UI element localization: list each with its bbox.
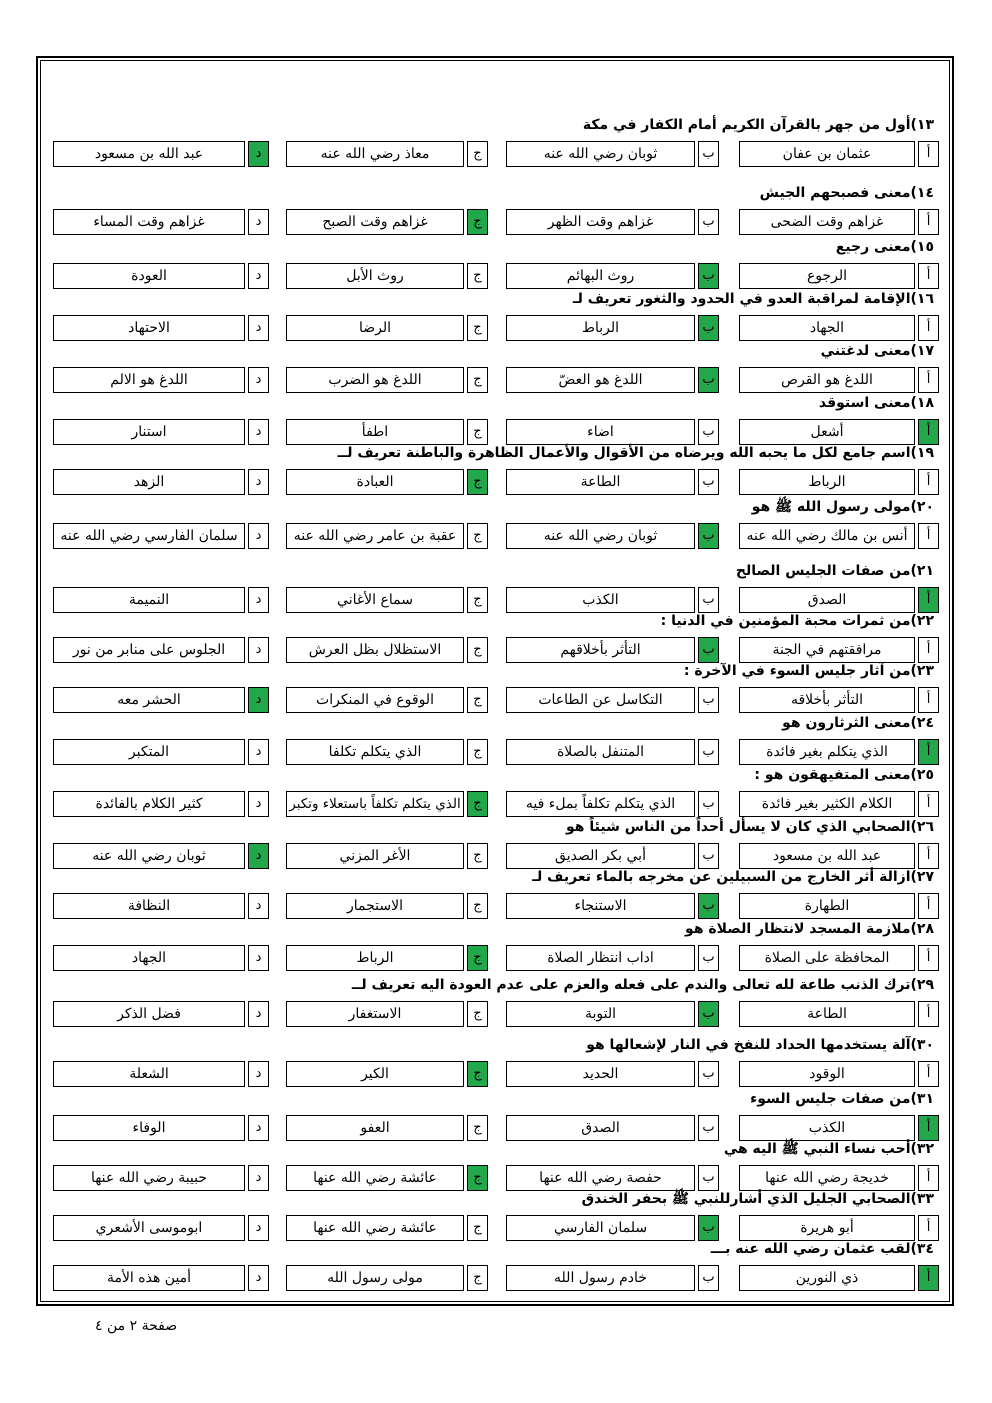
answer-option-text: حفصة رضي الله عنها [506,1165,695,1191]
answer-option-text: الوقوع في المنكرات [286,687,464,713]
answer-letter[interactable]: أ [918,523,939,549]
answer-letter[interactable]: ب [698,469,719,495]
answer-option[interactable] [506,263,719,289]
answer-option-text: النظافة [53,893,245,919]
answer-option[interactable] [739,263,939,289]
answer-option-text: ثوبان رضي الله عنه [53,843,245,869]
correct-answer-letter[interactable]: د [248,141,269,167]
answer-letter[interactable]: ب [698,1061,719,1087]
answer-option-text: ثوبان رضي الله عنه [506,141,695,167]
answer-option-text: الحديد [506,1061,695,1087]
answer-letter[interactable]: ج [467,315,488,341]
answer-option-text: اضاء [506,419,695,445]
answer-letter[interactable]: د [248,469,269,495]
correct-answer-letter[interactable]: ب [698,1215,719,1241]
answer-option-text: ابوموسى الأشعري [53,1215,245,1241]
answer-option-text: الصدق [506,1115,695,1141]
correct-answer-letter[interactable]: د [248,843,269,869]
correct-answer-letter[interactable]: ب [698,637,719,663]
answer-letter[interactable]: أ [918,263,939,289]
question-text: ٣١)من صفات جليس السوء [750,1091,934,1107]
answer-option[interactable] [286,687,488,713]
answer-letter[interactable]: د [248,1001,269,1027]
answer-option-text: حبيبة رضي الله عنها [53,1165,245,1191]
answer-option-text: النميمة [53,587,245,613]
answer-option-text: العفو [286,1115,464,1141]
answer-option[interactable] [739,945,939,971]
correct-answer-letter[interactable]: ب [698,1001,719,1027]
answer-option-text: سماع الأغاني [286,587,464,613]
answer-letter[interactable]: د [248,263,269,289]
correct-answer-letter[interactable]: ج [467,469,488,495]
answer-letter[interactable]: ب [698,945,719,971]
answer-option[interactable] [506,469,719,495]
answer-letter[interactable]: ج [467,523,488,549]
answer-option[interactable] [506,945,719,971]
answer-letter[interactable]: ج [467,141,488,167]
correct-answer-letter[interactable]: د [248,687,269,713]
answer-option-text: سلمان الفارسي رضي الله عنه [53,523,245,549]
question-text: ٣٠)آلة يستخدمها الحداد للنفخ في النار لإشعالها هو [586,1037,934,1053]
answer-option-text: الأغر المزني [286,843,464,869]
answer-option-text: التأثر بأخلاقهم [506,637,695,663]
answer-option[interactable] [286,523,488,549]
answer-option[interactable] [53,141,269,167]
answer-option[interactable] [739,739,939,765]
answer-option[interactable] [506,791,719,817]
answer-option-text: الرباط [739,469,915,495]
answer-option-text: الاحتهاد [53,315,245,341]
question-text: ١٨)معنى استوقد [818,395,934,411]
answer-option-text: غزاهم وقت الظهر [506,209,695,235]
answer-letter[interactable]: أ [918,469,939,495]
answer-option-text: الجلوس على منابر من نور [53,637,245,663]
answer-letter[interactable]: د [248,1215,269,1241]
answer-option[interactable] [506,1265,719,1291]
answer-letter[interactable]: ب [698,587,719,613]
answer-option-text: اللدغ هو الضرب [286,367,464,393]
answer-letter[interactable]: د [248,945,269,971]
answer-option-text: عائشة رضي الله عنها [286,1215,464,1241]
answer-letter[interactable]: د [248,1265,269,1291]
answer-option[interactable] [53,315,269,341]
answer-option-text: أبو هريرة [739,1215,915,1241]
answer-option[interactable] [53,1265,269,1291]
answer-option-text: الذي يتكلم تكلفا [286,739,464,765]
answer-option-text: عبد الله بن مسعود [53,141,245,167]
answer-letter[interactable]: ب [698,739,719,765]
correct-answer-letter[interactable]: ج [467,945,488,971]
answer-option-text: غزاهم وقت الصبح [286,209,464,235]
answer-option-text: الرباط [506,315,695,341]
answer-letter[interactable]: د [248,1061,269,1087]
answer-letter[interactable]: ج [467,1115,488,1141]
answer-option-text: الاستظلال بظل العرش [286,637,464,663]
question-text: ٣٣)الصحابي الجليل الذي أشارللنبي ﷺ بحفر الخندق [581,1191,934,1207]
answer-option-text: الكذب [739,1115,915,1141]
answer-letter[interactable]: أ [918,1001,939,1027]
answer-letter[interactable]: د [248,637,269,663]
answer-letter[interactable]: أ [918,367,939,393]
answer-option[interactable] [739,687,939,713]
question-text: ١٥)معنى رجيع [835,239,934,255]
answer-option[interactable] [506,687,719,713]
answer-letter[interactable]: د [248,523,269,549]
correct-answer-letter[interactable]: ج [467,1165,488,1191]
answer-option-text: أبي بكر الصديق [506,843,695,869]
answer-option[interactable] [739,209,939,235]
answer-letter[interactable]: د [248,367,269,393]
answer-option[interactable] [53,893,269,919]
question-text: ١٧)معنى لدغتني [820,343,934,359]
answer-letter[interactable]: أ [918,209,939,235]
answer-option[interactable] [506,1001,719,1027]
answer-option[interactable] [506,209,719,235]
question-text: ١٩)اسم جامع لكل ما يحبه الله ويرضاه من الأقوال والأعمال الظاهرة والباطنة تعريف لــ [337,445,934,461]
answer-letter[interactable]: ب [698,1165,719,1191]
answer-option-text: الطاعة [739,1001,915,1027]
answer-option[interactable] [739,791,939,817]
answer-letter[interactable]: أ [918,843,939,869]
answer-letter[interactable]: ج [467,367,488,393]
answer-option[interactable] [739,1061,939,1087]
answer-letter[interactable]: ج [467,263,488,289]
answer-option-text: سلمان الفارسي [506,1215,695,1241]
answer-option[interactable] [53,263,269,289]
answer-letter[interactable]: ج [467,739,488,765]
question-text: ٢٥)معنى المتفيهقون هو : [754,767,934,783]
answer-letter[interactable]: ج [467,419,488,445]
answer-option-text: ثوبان رضي الله عنه [506,523,695,549]
answer-option[interactable] [53,367,269,393]
answer-option-text: المتنفل بالصلاة [506,739,695,765]
answer-option[interactable] [53,1001,269,1027]
question-text: ٢٠)مولى رسول الله ﷺ هو [751,499,934,515]
answer-letter[interactable]: ب [698,419,719,445]
answer-letter[interactable]: أ [918,315,939,341]
answer-option[interactable] [286,315,488,341]
answer-option-text: المحافظة على الصلاة [739,945,915,971]
answer-letter[interactable]: ج [467,1001,488,1027]
answer-letter[interactable]: ج [467,843,488,869]
answer-letter[interactable]: أ [918,893,939,919]
answer-option-text: الصدق [739,587,915,613]
answer-option-text: اداب انتظار الصلاة [506,945,695,971]
answer-option[interactable] [53,791,269,817]
answer-letter[interactable]: د [248,587,269,613]
answer-option[interactable] [53,469,269,495]
answer-option-text: غزاهم وقت الضحى [739,209,915,235]
answer-option-text: التكاسل عن الطاعات [506,687,695,713]
answer-letter[interactable]: ب [698,843,719,869]
answer-option-text: الكذب [506,587,695,613]
question-text: ١٦)الإقامة لمراقبة العدو في الحدود والثغور تعريف لـ [572,291,934,307]
answer-letter[interactable]: ب [698,209,719,235]
question-text: ٢٦)الصحابي الذي كان لا يسأل أحداً من الناس شيئاً هو [566,819,934,835]
answer-option[interactable] [286,791,488,817]
answer-option[interactable] [286,209,488,235]
answer-letter[interactable]: د [248,1165,269,1191]
correct-answer-letter[interactable]: ج [467,1061,488,1087]
answer-option-text: العبادة [286,469,464,495]
answer-letter[interactable]: ج [467,1265,488,1291]
correct-answer-letter[interactable]: ج [467,791,488,817]
answer-letter[interactable]: ب [698,1115,719,1141]
answer-letter[interactable]: أ [918,791,939,817]
answer-option-text: الكير [286,1061,464,1087]
question-block [0,1238,992,1354]
answer-letter[interactable]: ب [698,141,719,167]
answer-option-text: عثمان بن عفان [739,141,915,167]
answer-option[interactable] [506,1061,719,1087]
answer-option[interactable] [286,1265,488,1291]
answer-option-text: الاستجمار [286,893,464,919]
answer-option[interactable] [53,945,269,971]
answer-option-text: خديجة رضي الله عنها [739,1165,915,1191]
answer-option-text: الجهاد [739,315,915,341]
answer-option-text: عائشة رضي الله عنها [286,1165,464,1191]
answer-option-text: مولى رسول الله [286,1265,464,1291]
answer-option-text: الطهارة [739,893,915,919]
answer-letter[interactable]: د [248,791,269,817]
answer-option[interactable] [739,893,939,919]
answer-option-text: الذي يتكلم بغير فائدة [739,739,915,765]
answer-option-text: اللدغ هو العضّ [506,367,695,393]
answer-option-text: الاستغفار [286,1001,464,1027]
question-text: ٢٧)ازالة أثر الخارج من السبيلين عن مخرجه بالماء تعريف لـ [532,869,934,885]
correct-answer-letter[interactable]: ج [467,209,488,235]
answer-option-text: اللدغ هو القرص [739,367,915,393]
answer-option-text: الرباط [286,945,464,971]
answer-letter[interactable]: أ [918,1061,939,1087]
answer-option-text: عقبة بن عامر رضي الله عنه [286,523,464,549]
answer-option[interactable] [506,141,719,167]
question-text: ٢٣)من آثار جليس السوء في الآخرة : [683,663,934,679]
question-text: ٢٨)ملازمة المسجد لانتظار الصلاة هو [685,921,934,937]
answer-option-text: كثير الكلام بالفائدة [53,791,245,817]
question-text: ٢١)من صفات الجليس الصالح [735,563,934,579]
question-text: ٢٩)ترك الذنب طاعة لله تعالى والندم على فعله والعزم على عدم العودة اليه تعريف لــ [351,977,934,993]
answer-option[interactable] [739,469,939,495]
answer-option[interactable] [53,209,269,235]
answer-option[interactable] [286,469,488,495]
answer-letter[interactable]: ج [467,893,488,919]
answer-letter[interactable]: د [248,419,269,445]
answer-option[interactable] [506,367,719,393]
answer-option-text: الرجوع [739,263,915,289]
answer-option[interactable] [506,315,719,341]
answer-option-text: روث الأبل [286,263,464,289]
answer-option-text: غزاهم وقت المساء [53,209,245,235]
answer-option-text: عبد الله بن مسعود [739,843,915,869]
answer-option-text: الطاعة [506,469,695,495]
answer-option-text: اطفأ [286,419,464,445]
answer-option[interactable] [739,1265,939,1291]
answer-option[interactable] [286,893,488,919]
answer-option[interactable] [53,523,269,549]
answer-letter[interactable]: ب [698,1265,719,1291]
correct-answer-letter[interactable]: أ [918,587,939,613]
correct-answer-letter[interactable]: ب [698,893,719,919]
answer-option[interactable] [286,1061,488,1087]
answer-letter[interactable]: ج [467,637,488,663]
answer-option-text: روث البهائم [506,263,695,289]
correct-answer-letter[interactable]: ب [698,523,719,549]
answer-option-text: خادم رسول الله [506,1265,695,1291]
answer-option[interactable] [53,687,269,713]
answer-option-text: العودة [53,263,245,289]
question-text: ١٣)أول من جهر بالقرآن الكريم أمام الكفار في مكة [582,117,934,133]
answer-option-text: الجهاد [53,945,245,971]
answer-option[interactable] [739,523,939,549]
answer-letter[interactable]: أ [918,687,939,713]
correct-answer-letter[interactable]: ب [698,315,719,341]
answer-option-text: الرضا [286,315,464,341]
question-text: ٣٢)أحب نساء النبي ﷺ اليه هي [723,1141,934,1157]
answer-letter[interactable]: ب [698,791,719,817]
question-text: ٣٤)لقب عثمان رضي الله عنه بـــ [710,1241,934,1257]
answer-option[interactable] [739,141,939,167]
answer-letter[interactable]: أ [918,637,939,663]
answer-option-text: الاستنجاء [506,893,695,919]
answer-option-text: فضل الذكر [53,1001,245,1027]
question-text: ١٤)معنى فصبحهم الجيش [759,185,934,201]
answer-letter[interactable]: ج [467,587,488,613]
answer-option-text: المتكبر [53,739,245,765]
correct-answer-letter[interactable]: ب [698,263,719,289]
answer-letter[interactable]: د [248,315,269,341]
correct-answer-letter[interactable]: أ [918,739,939,765]
answer-option[interactable] [286,739,488,765]
answer-option-text: الحشر معه [53,687,245,713]
answer-option-text: التأثر بأخلاقه [739,687,915,713]
answer-option[interactable] [506,893,719,919]
answer-letter[interactable]: أ [918,945,939,971]
answer-option[interactable] [739,1001,939,1027]
answer-option-text: الزهد [53,469,245,495]
answer-letter[interactable]: أ [918,1215,939,1241]
answer-option-text: أمين هذه الأمة [53,1265,245,1291]
correct-answer-letter[interactable]: أ [918,419,939,445]
answer-option-text: مرافقتهم في الجنة [739,637,915,663]
question-text: ٢٤)معنى الثرثارون هو [782,715,934,731]
answer-letter[interactable]: د [248,739,269,765]
answer-option[interactable] [286,367,488,393]
answer-option-text: استنار [53,419,245,445]
answer-letter[interactable]: ج [467,687,488,713]
answer-option-text: الشعلة [53,1061,245,1087]
question-text: ٢٢)من ثمرات محبة المؤمنين في الدنيا : [660,613,934,629]
answer-option-text: ذي النورين [739,1265,915,1291]
correct-answer-letter[interactable]: أ [918,1265,939,1291]
correct-answer-letter[interactable]: أ [918,1115,939,1141]
answer-option-text: الذي يتكلم تكلفاً بملء فيه [506,791,695,817]
page-number: صفحة ٢ من ٤ [95,1318,178,1334]
answer-option-text: الوقود [739,1061,915,1087]
answer-option-text: أشعل [739,419,915,445]
answer-option-text: أنس بن مالك رضي الله عنه [739,523,915,549]
answer-letter[interactable]: ج [467,1215,488,1241]
answer-option[interactable] [506,739,719,765]
answer-option[interactable] [53,739,269,765]
answer-option[interactable] [286,141,488,167]
answer-letter[interactable]: ب [698,687,719,713]
answer-option-text: الوفاء [53,1115,245,1141]
answer-letter[interactable]: د [248,209,269,235]
correct-answer-letter[interactable]: ب [698,367,719,393]
answer-option[interactable] [286,945,488,971]
answer-letter[interactable]: د [248,893,269,919]
answer-letter[interactable]: أ [918,141,939,167]
answer-option-text: الذي يتكلم تكلفاً باستعلاء وتكبر [286,791,464,817]
answer-option[interactable] [739,315,939,341]
answer-option[interactable] [506,523,719,549]
answer-option[interactable] [286,263,488,289]
answer-option[interactable] [286,1001,488,1027]
answer-letter[interactable]: أ [918,1165,939,1191]
answer-letter[interactable]: د [248,1115,269,1141]
answer-option-text: التوبة [506,1001,695,1027]
answer-option-text: معاذ رضي الله عنه [286,141,464,167]
answer-option-text: الكلام الكثير بغير فائدة [739,791,915,817]
answer-option-text: اللدغ هو الالم [53,367,245,393]
answer-option[interactable] [739,367,939,393]
answer-option[interactable] [53,1061,269,1087]
